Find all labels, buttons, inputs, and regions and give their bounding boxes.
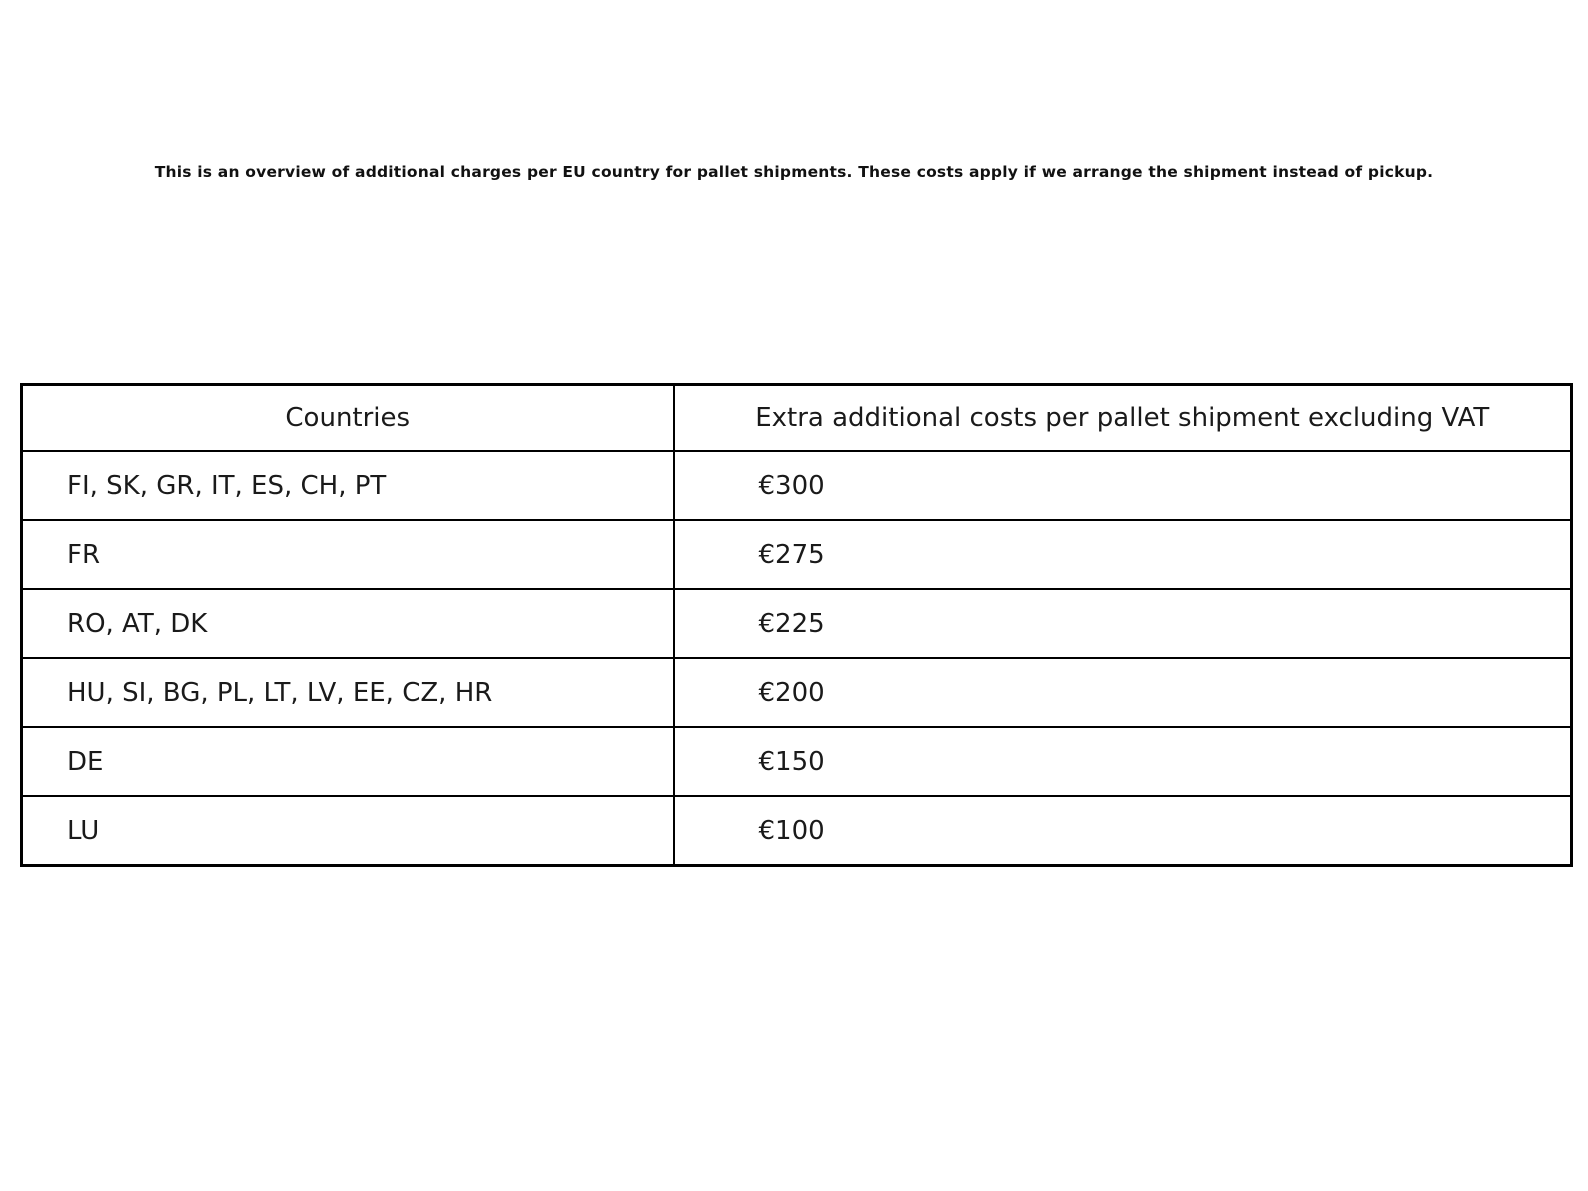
countries-cell: RO, AT, DK: [22, 589, 674, 658]
countries-cell: DE: [22, 727, 674, 796]
countries-cell: LU: [22, 796, 674, 866]
cost-cell: €150: [674, 727, 1572, 796]
table-row: [22, 589, 1572, 658]
cost-cell: €225: [674, 589, 1572, 658]
table-row: [22, 451, 1572, 520]
table-row: [22, 658, 1572, 727]
countries-cell: FI, SK, GR, IT, ES, CH, PT: [22, 451, 674, 520]
cost-cell: €200: [674, 658, 1572, 727]
cost-cell: €300: [674, 451, 1572, 520]
countries-cell: FR: [22, 520, 674, 589]
page-caption: This is an overview of additional charges per EU country for pallet shipments. These costs apply if we arrange the shipment instead of pickup.: [154, 163, 1434, 181]
charges-table: [20, 383, 1573, 867]
table-row: [22, 727, 1572, 796]
countries-cell: HU, SI, BG, PL, LT, LV, EE, CZ, HR: [22, 658, 674, 727]
cost-cell: €100: [674, 796, 1572, 866]
table-header-row: [22, 385, 1572, 452]
table-header-countries: Countries: [22, 385, 674, 452]
table-row: [22, 520, 1572, 589]
table-row: [22, 796, 1572, 866]
cost-cell: €275: [674, 520, 1572, 589]
table-header-cost: Extra additional costs per pallet shipment excluding VAT: [674, 385, 1572, 452]
